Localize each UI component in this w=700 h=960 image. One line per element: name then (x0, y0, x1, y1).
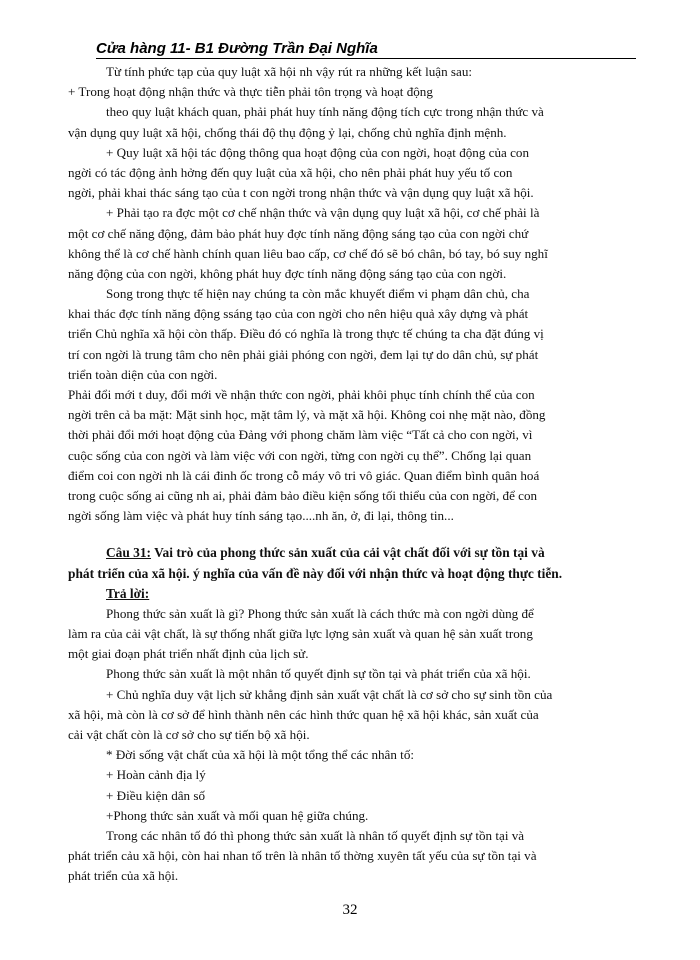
text-line: cuộc sống của con ngời và làm việc với con ngời, từng con ngời cụ thể”. Chống lại quan (68, 447, 532, 463)
text-line: + Trong hoạt động nhận thức và thực tiễn phải tôn trọng và hoạt động (68, 84, 433, 100)
text-line: phát triển cảu xã hội, còn hai nhan tố trên là nhân tố thờng xuyên tất yếu của sự tồn tại và (68, 848, 537, 864)
text-line: phát triển của xã hội. (68, 868, 179, 884)
text-line: năng động của con ngời, không phát huy đợc tính năng động sáng tạo của con ngời. (68, 265, 507, 281)
page-header: Cửa hàng 11- B1 Đường Trần Đại Nghĩa (96, 40, 636, 59)
text-line: thời phải đổi mới hoạt động của Đảng với phong chăm làm việc “Tất cả cho con ngời, vì (68, 427, 533, 443)
text-line: ngời có tác động ảnh hởng đến quy luật của xã hội, cho nên phải phát huy yếu tố con (68, 164, 513, 180)
text-line: Phong thức sản xuất là một nhân tố quyết định sự tồn tại và phát triển của xã hội. (106, 666, 531, 682)
text-line: làm ra của cải vật chất, là sự thống nhất giữa lực lợng sản xuất và quan hệ sản xuất trong (68, 626, 533, 642)
text-line: + Chủ nghĩa duy vật lịch sử khẳng định sản xuất vật chất là cơ sở cho sự sinh tồn của (106, 686, 553, 702)
text-line: một cơ chế năng động, đảm bảo phát huy đợc tính năng động sáng tạo của con ngời chứ (68, 225, 529, 241)
text-line: điểm coi con ngời nh là cái đinh ốc trong cỗ máy vô tri vô giác. Quan điểm bình quân hoá (68, 467, 540, 483)
document-body (68, 62, 640, 887)
answer-label (68, 584, 640, 604)
text-line: Từ tính phức tạp của quy luật xã hội nh vậy rút ra những kết luận sau: (106, 64, 473, 79)
text-line: Phải đổi mới t duy, đổi mới về nhận thức con ngời, phải khôi phục tính chính thể của con (68, 387, 535, 402)
text-line: ngời sống làm việc và phát huy tính sáng tạo....nh ăn, ở, đi lại, thông tin... (68, 508, 454, 524)
text-line: theo quy luật khách quan, phải phát huy tính năng động tích cực trong nhận thức và (106, 104, 544, 120)
text-line: không thể là cơ chế hành chính quan liêu bao cấp, cơ chế đó sẽ bó chân, bó tay, bó suy nghĩ (68, 245, 548, 261)
text-line: xã hội, mà còn là cơ sở để hình thành nên các hình thức quan hệ xã hội khác, sản xuất của (68, 706, 539, 722)
text-line: vận dụng quy luật xã hội, chống thái độ thụ động ỷ lại, chống chủ nghĩa định mệnh. (68, 124, 507, 140)
text-line: Phong thức sản xuất là gì? Phong thức sản xuất là cách thức mà con ngời dùng để (106, 605, 534, 621)
section-gap (68, 526, 640, 543)
text-line: khai thác đợc tính năng động ssáng tạo của con ngời cho nên hiệu quả xây dựng và phát (68, 306, 529, 322)
text-line: + Điều kiện dân số (106, 787, 206, 803)
text-line: trí con ngời là trung tâm cho nên phải giải phóng con ngời, đem lại tự do dân chủ, sự phát (68, 346, 539, 362)
text-line: ngời trên cả ba mặt: Mặt sinh học, mặt tâm lý, và mặt xã hội. Không coi nhẹ mặt nào, đồng (68, 407, 546, 423)
text-line: Song trong thực tế hiện nay chúng ta còn mắc khuyết điểm vi phạm dân chủ, cha (106, 286, 530, 302)
answer-label-text: Trả lời: (106, 585, 150, 601)
question-label: Câu 31: (106, 545, 152, 561)
question-heading (68, 543, 640, 563)
text-line: triển toàn diện của con ngời. (68, 366, 218, 382)
text-line: trong cuộc sống ai cũng nh ai, phải đảm bảo điều kiện sống tối thiểu của con ngời, để con (68, 487, 538, 503)
text-line: ngời, phải khai thác sáng tạo của t con ngời trong nhận thức và vận dụng quy luật xã hội. (68, 185, 534, 201)
text-line: * Đời sống vật chất của xã hội là một tổng thể các nhân tố: (106, 747, 414, 763)
question-heading-cont: phát triển của xã hội. ý nghĩa của vấn đề này đối với nhận thức và hoạt động thực tiễn. (68, 565, 563, 581)
text-line: + Phải tạo ra đợc một cơ chế nhận thức và vận dụng quy luật xã hội, cơ chế phải là (106, 205, 540, 221)
text-line: +Phong thức sản xuất và mối quan hệ giữa chúng. (106, 807, 369, 823)
text-line: một giai đoạn phát triển nhất định của lịch sử. (68, 646, 309, 662)
text-line: + Quy luật xã hội tác động thông qua hoạt động của con ngời, hoạt động của con (106, 144, 530, 160)
text-line: cải vật chất còn là cơ sở cho sự tiến bộ xã hội. (68, 727, 310, 742)
text-line: Trong các nhân tố đó thì phong thức sản xuất là nhân tố quyết định sự tồn tại và (106, 827, 525, 843)
question-title: Vai trò của phong thức sản xuất của cải vật chất đối với sự tồn tại và (151, 545, 545, 561)
page-number: 32 (342, 902, 358, 918)
text-line: triển Chủ nghĩa xã hội còn thấp. Điều đó có nghĩa là trong thực tế chúng ta cha đặt đúng vị (68, 326, 544, 342)
text-line: + Hoàn cảnh địa lý (106, 767, 206, 783)
